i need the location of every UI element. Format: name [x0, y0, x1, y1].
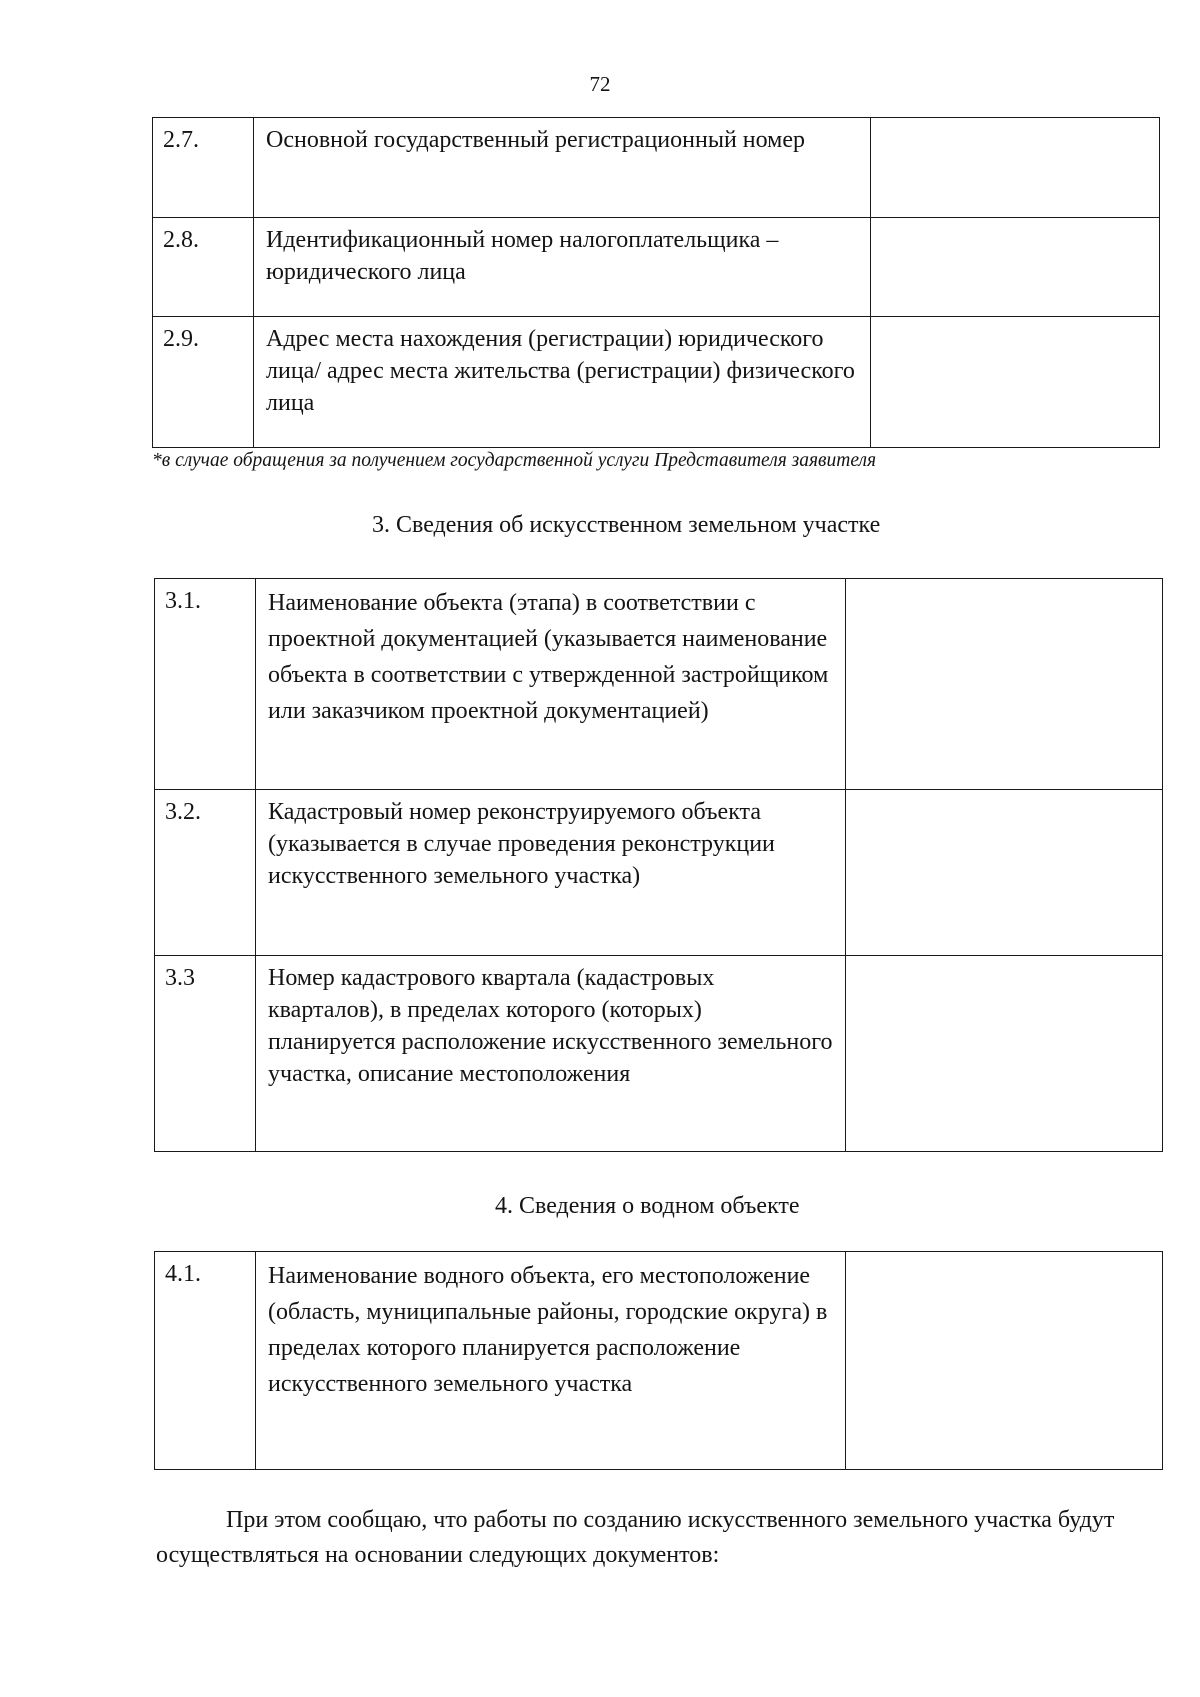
applicant-info-table — [152, 117, 1160, 448]
table-row — [153, 218, 1160, 317]
row-number: 4.1. — [155, 1252, 256, 1470]
inn-value-cell[interactable] — [871, 218, 1160, 317]
object-name-value-cell[interactable] — [846, 579, 1163, 790]
row-number: 3.3 — [155, 956, 256, 1152]
footnote: *в случае обращения за получением государственной услуги Представителя заявителя — [152, 450, 877, 471]
section-3-title: 3. Сведения об искусственном земельном участке — [372, 512, 881, 538]
cadastral-number-value-cell[interactable] — [846, 790, 1163, 956]
table-row — [155, 790, 1163, 956]
table-row — [155, 579, 1163, 790]
row-number: 3.2. — [155, 790, 256, 956]
row-description: Основной государственный регистрационный номер — [254, 118, 871, 218]
closing-paragraph: При этом сообщаю, что работы по созданию искусственного земельного участка будут осуществляться на основании следующих документов: — [156, 1507, 1115, 1568]
water-object-info-table — [154, 1251, 1163, 1470]
address-value-cell[interactable] — [871, 317, 1160, 448]
page-number: 72 — [589, 72, 611, 96]
row-number: 2.9. — [153, 317, 254, 448]
cadastral-quarter-value-cell[interactable] — [846, 956, 1163, 1152]
water-object-value-cell[interactable] — [846, 1252, 1163, 1470]
table-row — [155, 1252, 1163, 1470]
land-plot-info-table — [154, 578, 1163, 1152]
table-row — [153, 118, 1160, 218]
ogrn-value-cell[interactable] — [871, 118, 1160, 218]
row-description: Наименование водного объекта, его местоположение (область, муниципальные районы, городские округа) в пределах которого планируется расположение искусственного земельного участка — [256, 1252, 846, 1470]
table-row — [153, 317, 1160, 448]
row-description: Идентификационный номер налогоплательщика – юридического лица — [254, 218, 871, 317]
table-row — [155, 956, 1163, 1152]
row-description: Номер кадастрового квартала (кадастровых кварталов), в пределах которого (которых) планируется расположение искусственного земельного участка, описание местоположения — [256, 956, 846, 1152]
row-description: Адрес места нахождения (регистрации) юридического лица/ адрес места жительства (регистрации) физического лица — [254, 317, 871, 448]
row-number: 2.7. — [153, 118, 254, 218]
section-4-title: 4. Сведения о водном объекте — [495, 1193, 800, 1219]
row-description: Кадастровый номер реконструируемого объекта (указывается в случае проведения реконструкции искусственного земельного участка) — [256, 790, 846, 956]
row-description: Наименование объекта (этапа) в соответствии с проектной документацией (указывается наименование объекта в соответствии с утвержденной застройщиком или заказчиком проектной документацией) — [256, 579, 846, 790]
row-number: 2.8. — [153, 218, 254, 317]
row-number: 3.1. — [155, 579, 256, 790]
